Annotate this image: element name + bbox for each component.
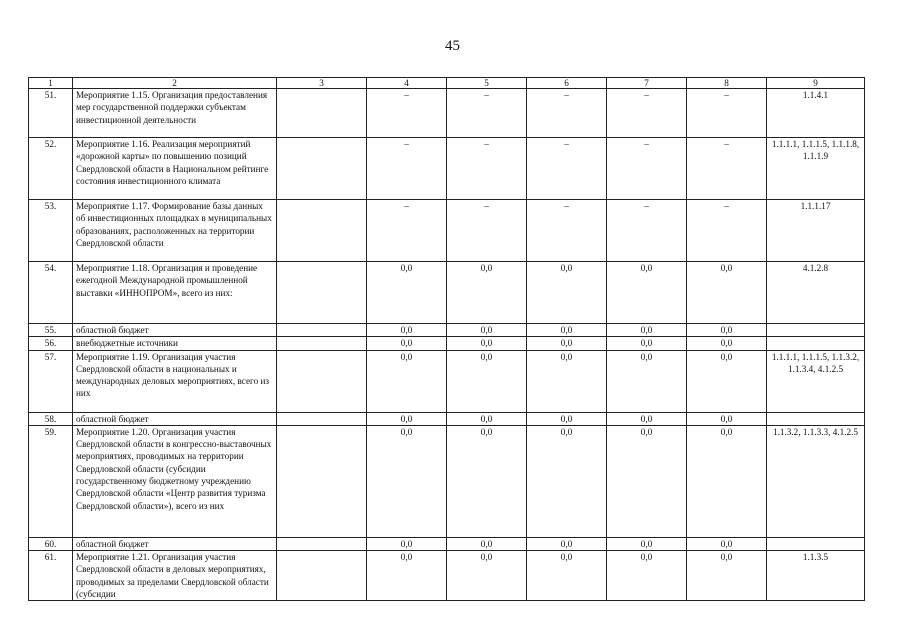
col-3-value [277, 138, 367, 200]
column-header: 2 [73, 78, 277, 89]
table-row [29, 425, 865, 537]
table-row [29, 350, 865, 412]
col-8-value: – [687, 200, 767, 262]
col-8-value: 0,0 [687, 537, 767, 550]
col-6-value: 0,0 [527, 350, 607, 412]
col-7-value: 0,0 [607, 350, 687, 412]
table-row [29, 324, 865, 337]
target-indicator-codes [767, 412, 865, 425]
col-5-value: 0,0 [447, 350, 527, 412]
col-6-value: 0,0 [527, 337, 607, 350]
activity-title: областной бюджет [73, 537, 277, 550]
col-3-value [277, 425, 367, 537]
col-3-value [277, 324, 367, 337]
col-7-value: 0,0 [607, 262, 687, 324]
col-4-value: – [367, 200, 447, 262]
table-row [29, 200, 865, 262]
col-4-value: 0,0 [367, 350, 447, 412]
col-8-value: – [687, 138, 767, 200]
row-number: 51. [29, 89, 73, 138]
col-6-value: 0,0 [527, 551, 607, 601]
col-5-value: 0,0 [447, 337, 527, 350]
col-6-value: 0,0 [527, 412, 607, 425]
col-3-value [277, 537, 367, 550]
target-indicator-codes: 4.1.2.8 [767, 262, 865, 324]
col-6-value: 0,0 [527, 324, 607, 337]
col-4-value: – [367, 138, 447, 200]
col-4-value: 0,0 [367, 337, 447, 350]
col-8-value: 0,0 [687, 350, 767, 412]
activity-title: Мероприятие 1.18. Организация и проведение ежегодной Международной промышленной выставки «ИННОПРОМ», всего из них: [73, 262, 277, 324]
col-4-value: 0,0 [367, 324, 447, 337]
col-8-value: 0,0 [687, 337, 767, 350]
col-8-value: 0,0 [687, 262, 767, 324]
target-indicator-codes: 1.1.1.1, 1.1.1.5, 1.1.1.8, 1.1.1.9 [767, 138, 865, 200]
col-8-value: 0,0 [687, 551, 767, 601]
target-indicator-codes: 1.1.3.5 [767, 551, 865, 601]
table-row [29, 337, 865, 350]
col-4-value: 0,0 [367, 425, 447, 537]
activity-title: Мероприятие 1.15. Организация предоставления мер государственной поддержки субъектам инвестиционной деятельности [73, 89, 277, 138]
column-header: 9 [767, 78, 865, 89]
col-8-value: – [687, 89, 767, 138]
activity-title: областной бюджет [73, 324, 277, 337]
col-8-value: 0,0 [687, 324, 767, 337]
table-row [29, 412, 865, 425]
col-5-value: 0,0 [447, 537, 527, 550]
activity-title: областной бюджет [73, 412, 277, 425]
col-8-value: 0,0 [687, 412, 767, 425]
target-indicator-codes: 1.1.1.17 [767, 200, 865, 262]
col-7-value: 0,0 [607, 324, 687, 337]
col-7-value: 0,0 [607, 537, 687, 550]
row-number: 53. [29, 200, 73, 262]
page-number: 45 [445, 38, 460, 54]
col-6-value: – [527, 89, 607, 138]
activity-title: Мероприятие 1.21. Организация участия Свердловской области в деловых мероприятиях, проводимых за пределами Свердловской области (субсидии [73, 551, 277, 601]
target-indicator-codes: 1.1.3.2, 1.1.3.3, 4.1.2.5 [767, 425, 865, 537]
row-number: 54. [29, 262, 73, 324]
header-row [29, 78, 865, 89]
col-5-value: – [447, 200, 527, 262]
target-indicator-codes [767, 324, 865, 337]
col-6-value: 0,0 [527, 425, 607, 537]
col-7-value: 0,0 [607, 412, 687, 425]
col-3-value [277, 350, 367, 412]
activity-title: Мероприятие 1.17. Формирование базы данных об инвестиционных площадках в муниципальных образованиях, расположенных на территории Свердловской области [73, 200, 277, 262]
row-number: 52. [29, 138, 73, 200]
row-number: 60. [29, 537, 73, 550]
column-header: 5 [447, 78, 527, 89]
table-row [29, 551, 865, 601]
col-4-value: – [367, 89, 447, 138]
col-3-value [277, 89, 367, 138]
table-row [29, 138, 865, 200]
col-4-value: 0,0 [367, 537, 447, 550]
column-header: 8 [687, 78, 767, 89]
col-6-value: 0,0 [527, 262, 607, 324]
target-indicator-codes: 1.1.4.1 [767, 89, 865, 138]
col-4-value: 0,0 [367, 412, 447, 425]
col-5-value: – [447, 89, 527, 138]
col-6-value: 0,0 [527, 537, 607, 550]
table-row [29, 262, 865, 324]
col-5-value: 0,0 [447, 425, 527, 537]
col-3-value [277, 551, 367, 601]
col-3-value [277, 262, 367, 324]
column-header: 4 [367, 78, 447, 89]
col-5-value: – [447, 138, 527, 200]
target-indicator-codes [767, 337, 865, 350]
target-indicator-codes [767, 537, 865, 550]
row-number: 59. [29, 425, 73, 537]
col-5-value: 0,0 [447, 262, 527, 324]
col-4-value: 0,0 [367, 262, 447, 324]
col-3-value [277, 200, 367, 262]
target-indicator-codes: 1.1.1.1, 1.1.1.5, 1.1.3.2, 1.1.3.4, 4.1.2.5 [767, 350, 865, 412]
activity-title: Мероприятие 1.20. Организация участия Свердловской области в конгрессно-выставочных мероприятиях, проводимых на территории Свердловской области (субсидии государственному бюджетному учреждению Свердловской области «Центр развития туризма Свердловской области»), всего из них [73, 425, 277, 537]
col-6-value: – [527, 138, 607, 200]
row-number: 61. [29, 551, 73, 601]
col-7-value: 0,0 [607, 337, 687, 350]
col-8-value: 0,0 [687, 425, 767, 537]
col-4-value: 0,0 [367, 551, 447, 601]
col-7-value: 0,0 [607, 425, 687, 537]
col-5-value: 0,0 [447, 412, 527, 425]
col-3-value [277, 337, 367, 350]
table-row [29, 537, 865, 550]
row-number: 57. [29, 350, 73, 412]
program-table [28, 77, 865, 601]
col-3-value [277, 412, 367, 425]
col-7-value: – [607, 200, 687, 262]
row-number: 58. [29, 412, 73, 425]
col-5-value: 0,0 [447, 551, 527, 601]
column-header: 1 [29, 78, 73, 89]
activity-title: Мероприятие 1.19. Организация участия Свердловской области в национальных и международных деловых мероприятиях, всего из них [73, 350, 277, 412]
activity-title: Мероприятие 1.16. Реализация мероприятий «дорожной карты» по повышению позиций Свердловской области в Национальном рейтинге состояния инвестиционного климата [73, 138, 277, 200]
activity-title: внебюджетные источники [73, 337, 277, 350]
col-7-value: – [607, 89, 687, 138]
table-row [29, 89, 865, 138]
column-header: 6 [527, 78, 607, 89]
col-6-value: – [527, 200, 607, 262]
column-header: 7 [607, 78, 687, 89]
column-header: 3 [277, 78, 367, 89]
col-7-value: 0,0 [607, 551, 687, 601]
row-number: 56. [29, 337, 73, 350]
col-7-value: – [607, 138, 687, 200]
row-number: 55. [29, 324, 73, 337]
col-5-value: 0,0 [447, 324, 527, 337]
